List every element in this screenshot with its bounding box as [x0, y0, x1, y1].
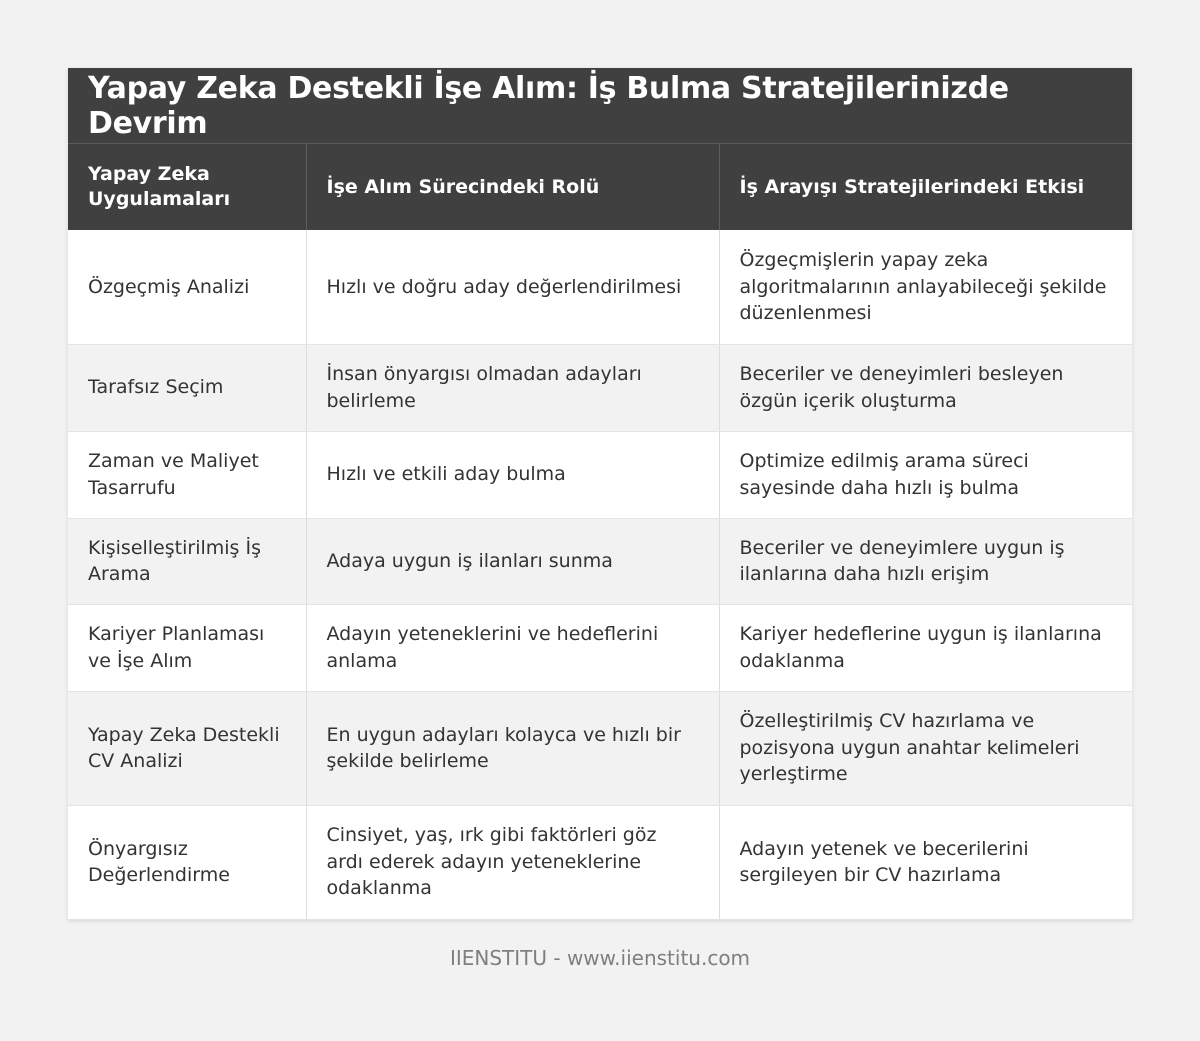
table-cell: Adaya uygun iş ilanları sunma: [306, 518, 719, 604]
table-cell: Adayın yeteneklerini ve hedeflerini anlama: [306, 604, 719, 691]
table-row: [68, 518, 1132, 604]
table-cell: Kariyer Planlaması ve İşe Alım: [68, 604, 306, 691]
table-cell: Beceriler ve deneyimlere uygun iş ilanlarına daha hızlı erişim: [719, 518, 1132, 604]
table-cell: Zaman ve Maliyet Tasarrufu: [68, 431, 306, 518]
table-cell: Hızlı ve etkili aday bulma: [306, 431, 719, 518]
table-cell: İnsan önyargısı olmadan adayları belirleme: [306, 344, 719, 431]
column-header-impact: İş Arayışı Stratejilerindeki Etkisi: [719, 144, 1132, 230]
table-row: [68, 230, 1132, 344]
column-header-role: İşe Alım Sürecindeki Rolü: [306, 144, 719, 230]
table-cell: Kişiselleştirilmiş İş Arama: [68, 518, 306, 604]
table-cell: Yapay Zeka Destekli CV Analizi: [68, 691, 306, 805]
table-cell: Özelleştirilmiş CV hazırlama ve pozisyona uygun anahtar kelimeleri yerleştirme: [719, 691, 1132, 805]
table-cell: Kariyer hedeflerine uygun iş ilanlarına odaklanma: [719, 604, 1132, 691]
footer-credit: IIENSTITU - www.iienstitu.com: [449, 946, 751, 970]
table-cell: Özgeçmiş Analizi: [68, 230, 306, 344]
header-row: [68, 144, 1132, 230]
table-row: [68, 604, 1132, 691]
table-row: [68, 431, 1132, 518]
table-cell: Optimize edilmiş arama süreci sayesinde daha hızlı iş bulma: [719, 431, 1132, 518]
table-cell: Cinsiyet, yaş, ırk gibi faktörleri göz ardı ederek adayın yeteneklerine odaklanma: [306, 805, 719, 919]
table-row: [68, 691, 1132, 805]
table-cell: Adayın yetenek ve becerilerini sergileyen bir CV hazırlama: [719, 805, 1132, 919]
table-title: Yapay Zeka Destekli İşe Alım: İş Bulma Stratejilerinizde Devrim: [68, 68, 1132, 144]
table-row: [68, 344, 1132, 431]
table-row: [68, 805, 1132, 919]
column-header-applications: Yapay Zeka Uygulamaları: [68, 144, 306, 230]
table-cell: Önyargısız Değerlendirme: [68, 805, 306, 919]
table-card: [68, 68, 1132, 920]
table-cell: En uygun adayları kolayca ve hızlı bir şekilde belirleme: [306, 691, 719, 805]
table-cell: Beceriler ve deneyimleri besleyen özgün içerik oluşturma: [719, 344, 1132, 431]
table-cell: Hızlı ve doğru aday değerlendirilmesi: [306, 230, 719, 344]
table-cell: Tarafsız Seçim: [68, 344, 306, 431]
data-table: [68, 144, 1132, 920]
table-cell: Özgeçmişlerin yapay zeka algoritmalarının anlayabileceği şekilde düzenlenmesi: [719, 230, 1132, 344]
